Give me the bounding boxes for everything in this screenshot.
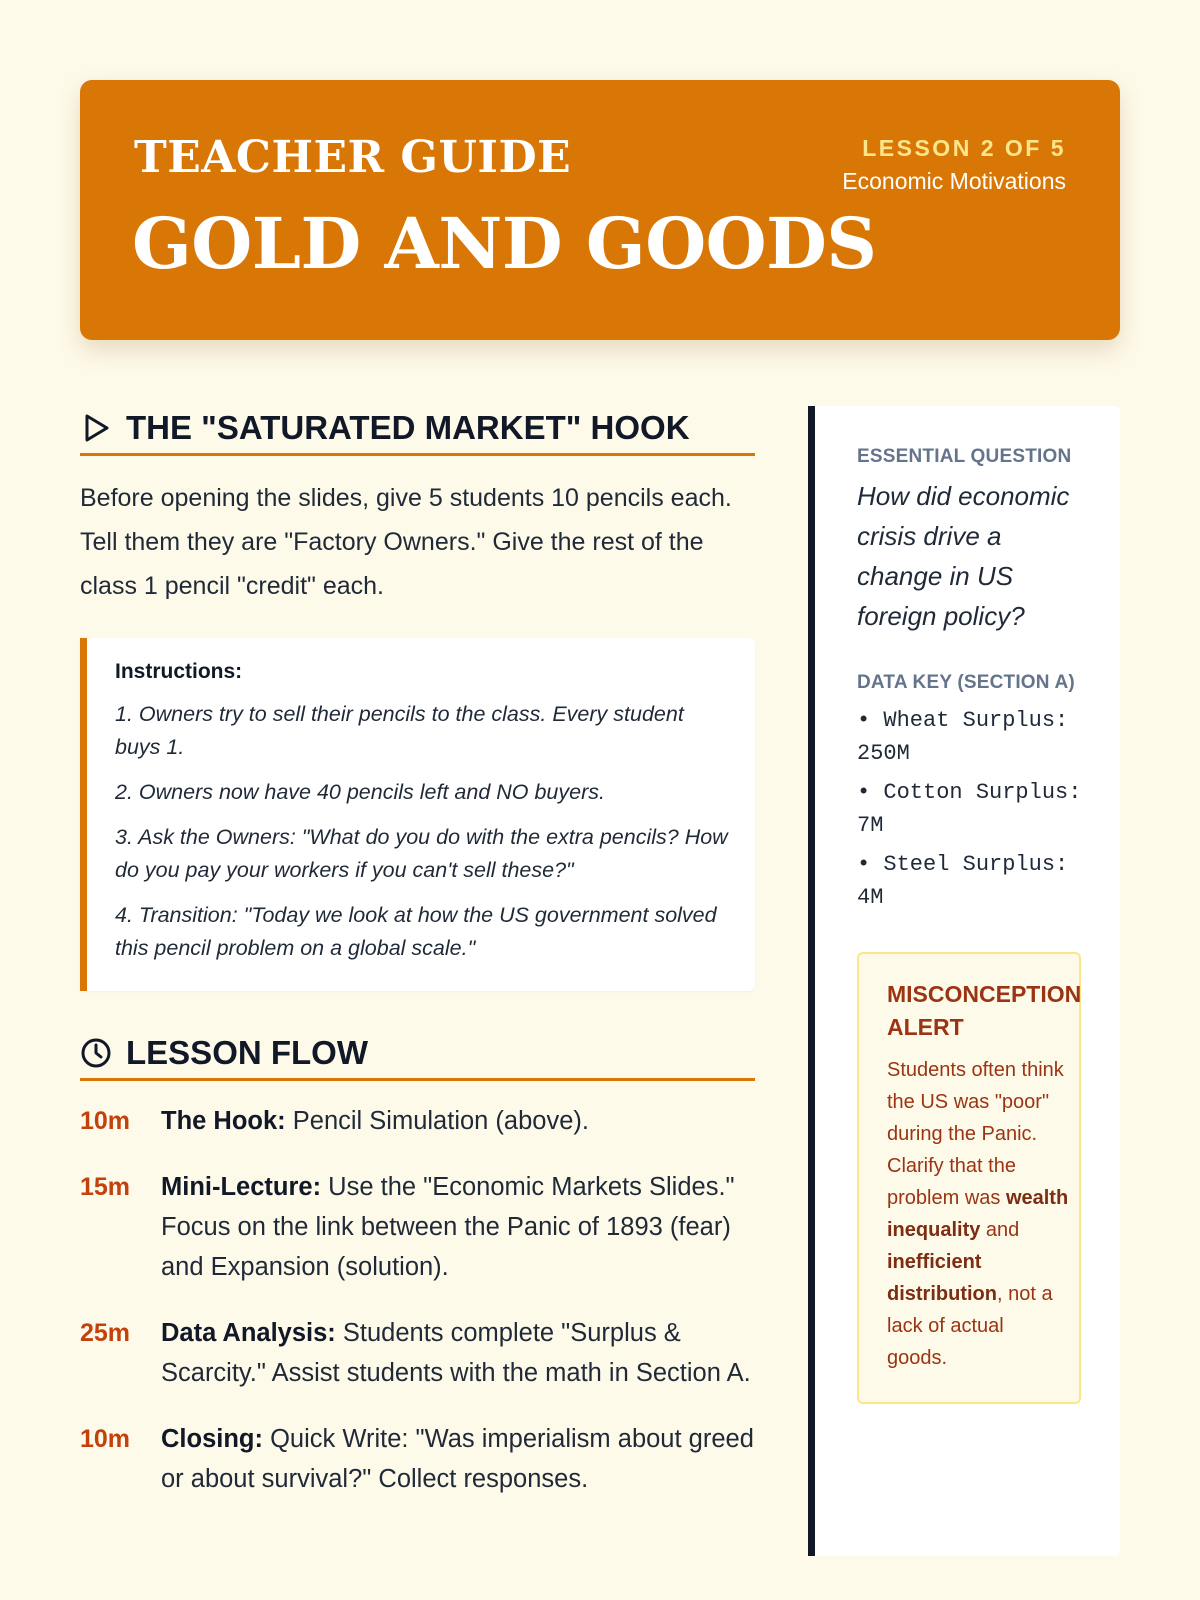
lesson-flow-title: LESSON FLOW: [126, 1033, 368, 1071]
lesson-number: LESSON 2 OF 5: [862, 135, 1066, 161]
alert-emphasis: inefficient distribution: [887, 1251, 997, 1305]
hook-heading: [80, 406, 755, 456]
data-key-list: [857, 704, 1082, 914]
hook-description: Before opening the slides, give 5 students 10 pencils each. Tell them they are "Factory Owners." Give the rest of the class 1 pencil "credit" each.: [80, 484, 732, 600]
flow-item: [80, 1419, 755, 1499]
lesson-topic: Economic Motivations: [842, 168, 1066, 194]
lesson-flow-heading: [80, 1031, 755, 1081]
data-key-item: • Wheat Surplus: 250M: [857, 708, 1069, 766]
instruction-step: 4. Transition: "Today we look at how the US government solved this pencil problem on a global scale.": [115, 903, 717, 960]
main-column: [80, 406, 755, 1525]
instructions-box: [80, 638, 755, 991]
lesson-title: GOLD AND GOODS: [132, 202, 877, 285]
sidebar: [808, 406, 1120, 1556]
flow-description: [161, 1167, 755, 1287]
hook-title: THE "SATURATED MARKET" HOOK: [126, 408, 690, 446]
flow-time: 25m: [80, 1319, 131, 1347]
flow-label: Mini-Lecture:: [161, 1173, 322, 1201]
flow-time: 15m: [80, 1173, 131, 1201]
instruction-step: 2. Owners now have 40 pencils left and NO buyers.: [115, 780, 605, 804]
alert-title: MISCONCEPTION ALERT: [887, 981, 1082, 1040]
misconception-alert: [857, 952, 1081, 1404]
guide-subtitle: TEACHER GUIDE: [134, 132, 572, 183]
lesson-flow-list: [80, 1101, 755, 1499]
hook-section: [80, 406, 755, 991]
data-key-item: • Cotton Surplus: 7M: [857, 780, 1082, 838]
flow-item: [80, 1167, 755, 1287]
flow-detail: Students complete "Surplus & Scarcity." Assist students with the math in Section A.: [161, 1319, 751, 1387]
flow-time: 10m: [80, 1425, 131, 1453]
flow-item: [80, 1101, 755, 1141]
flow-label: Data Analysis:: [161, 1319, 336, 1347]
flow-description: [161, 1101, 755, 1141]
header-banner: [80, 80, 1120, 340]
flow-item: [80, 1313, 755, 1393]
clock-icon: [80, 1037, 112, 1069]
instruction-step: 1. Owners try to sell their pencils to the class. Every student buys 1.: [115, 702, 684, 759]
flow-time: 10m: [80, 1107, 131, 1135]
flow-description: [161, 1419, 755, 1499]
instructions-title: Instructions:: [115, 660, 243, 683]
alert-text: Students often think the US was "poor" during the Panic. Clarify that the problem was: [887, 1059, 1064, 1209]
alert-body: [887, 1054, 1069, 1374]
instructions-list: [115, 698, 731, 965]
flow-label: The Hook:: [161, 1107, 286, 1135]
flow-detail: Use the "Economic Markets Slides." Focus on the link between the Panic of 1893 (fear) and Expansion (solution).: [161, 1173, 735, 1281]
data-key-item: • Steel Surplus: 4M: [857, 852, 1069, 910]
play-icon: [80, 412, 112, 444]
instruction-step: 3. Ask the Owners: "What do you do with the extra pencils? How do you pay your workers if you can't sell these?": [115, 825, 728, 882]
data-key-label: DATA KEY (SECTION A): [857, 672, 1075, 693]
alert-emphasis: wealth inequality: [887, 1187, 1069, 1241]
flow-label: Closing:: [161, 1425, 263, 1453]
flow-detail: Pencil Simulation (above).: [285, 1107, 589, 1135]
lesson-meta: [842, 135, 1066, 195]
flow-detail: Quick Write: "Was imperialism about greed or about survival?" Collect responses.: [161, 1425, 754, 1493]
essential-question: How did economic crisis drive a change in US foreign policy?: [857, 481, 1070, 631]
lesson-flow-section: [80, 1031, 755, 1499]
alert-text: , not a lack of actual goods.: [887, 1283, 1053, 1369]
alert-text: and: [980, 1219, 1020, 1241]
essential-question-label: ESSENTIAL QUESTION: [857, 446, 1072, 467]
flow-description: [161, 1313, 755, 1393]
